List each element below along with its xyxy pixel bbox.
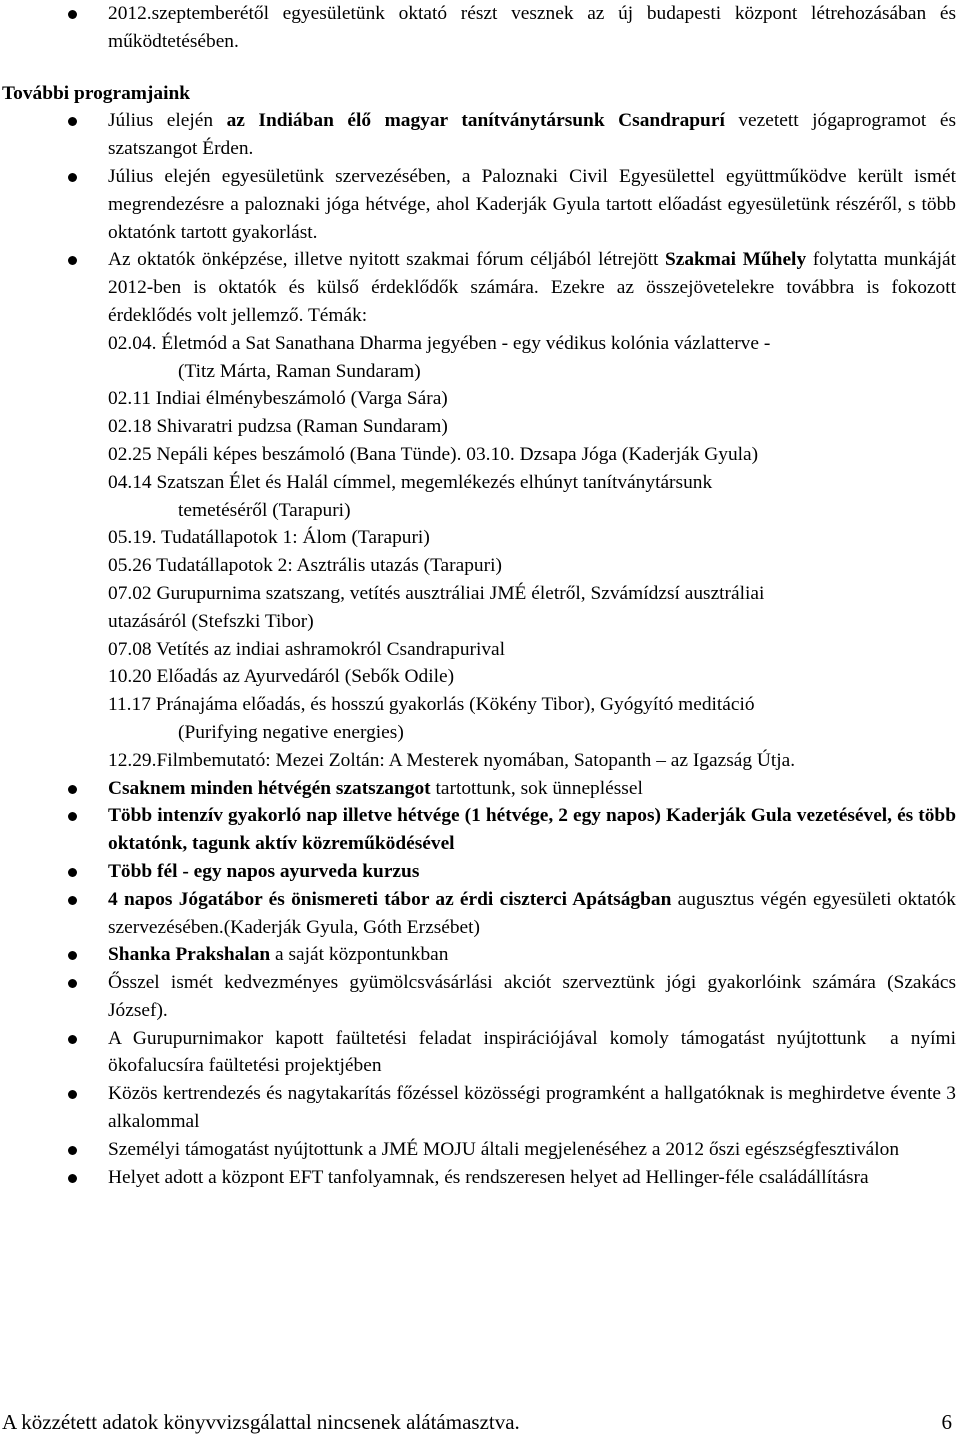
- footer-disclaimer: A közzétett adatok könyvvizsgálattal nincsenek alátámasztva.: [2, 1410, 520, 1434]
- topic-list: [0, 330, 960, 775]
- bullet-text: 4 napos Jógatábor és önismereti tábor az érdi ciszterci Apátságban augusztus végén egyesületi oktatók szervezésében.(Kaderják Gyula, Góth Erzsébet): [108, 888, 956, 938]
- section-heading: További programjaink: [2, 82, 191, 104]
- topic-text: 10.20 Előadás az Ayurvedáról (Sebők Odile): [108, 666, 455, 688]
- bullet-item: [0, 969, 960, 1025]
- topic-text: 07.02 Gurupurnima szatszang, vetítés ausztráliai JMÉ életről, Szvámídzsí ausztráliai: [108, 582, 765, 604]
- bullet-icon: [68, 896, 77, 905]
- bullet-icon: [68, 1174, 77, 1183]
- bullet-text: Több fél - egy napos ayurveda kurzus: [108, 860, 420, 882]
- bullet-icon: [68, 1035, 77, 1044]
- topic-item: [0, 663, 960, 691]
- bullet-text: 2012.szeptemberétől egyesületünk oktató részt vesznek az új budapesti központ létrehozásában és működtetésében.: [108, 3, 956, 52]
- topic-item: [0, 330, 960, 386]
- bullet-icon: [68, 1146, 77, 1155]
- bullet-text: Július elején az Indiában élő magyar tanítványtársunk Csandrapurí vezetett jógaprogramot és szatszangot Érden.: [108, 110, 956, 160]
- bullet-text: Helyet adott a központ EFT tanfolyamnak, és rendszeresen helyet ad Hellinger-féle családállításra: [108, 1166, 869, 1188]
- topic-text: 05.26 Tudatállapotok 2: Asztrális utazás (Tarapuri): [108, 555, 502, 577]
- topic-text: 02.04. Életmód a Sat Sanathana Dharma jegyében - egy védikus kolónia vázlatterve -: [108, 332, 771, 354]
- topic-item: [0, 385, 960, 413]
- bullet-text: A Gurupurnimakor kapott faültetési feladat inspirációjával komoly támogatást nyújtottunk a nyími ökofalucsíra faültetési projektjében: [108, 1027, 956, 1077]
- topic-item: [0, 691, 960, 747]
- bullet-icon: [68, 785, 77, 794]
- bullet-text: Shanka Prakshalan a saját központunkban: [108, 944, 449, 966]
- bullet-item: [0, 246, 960, 329]
- topic-text: 07.08 Vetítés az indiai ashramokról Csandrapurival: [108, 638, 506, 660]
- topic-item: [0, 524, 960, 552]
- bullet-icon: [68, 117, 77, 126]
- bullet-text: Közös kertrendezés és nagytakarítás főzéssel közösségi programként a hallgatóknak is meghirdetve évente 3 alkalommal: [108, 1083, 956, 1133]
- bullet-icon: [68, 10, 77, 19]
- bullet-text: Ősszel ismét kedvezményes gyümölcsvásárlási akciót szerveztünk jógi gyakorlóink számára (Szakács József).: [108, 972, 956, 1021]
- bullet-item: [0, 775, 960, 803]
- bullet-text: Több intenzív gyakorló nap illetve hétvége (1 hétvége, 2 egy napos) Kaderják Gula vezetésével, és több oktatónk, tagunk aktív közreműködésével: [108, 805, 956, 855]
- topic-continuation: (Purifying negative energies): [178, 721, 404, 743]
- bullet-item: [0, 107, 960, 163]
- bullet-icon: [68, 868, 77, 877]
- bullet-text: Személyi támogatást nyújtottunk a JMÉ MOJU általi megjelenéséhez a 2012 őszi egészségfesztiválon: [108, 1138, 900, 1160]
- topic-item: [0, 441, 960, 469]
- bullet-item: [0, 886, 960, 942]
- bullet-item: [0, 0, 960, 56]
- bullet-item: [0, 163, 960, 246]
- topic-text: 12.29.Filmbemutató: Mezei Zoltán: A Mesterek nyomában, Satopanth – az Igazság Útja.: [108, 749, 796, 771]
- bullet-text: Az oktatók önképzése, illetve nyitott szakmai fórum céljából létrejött Szakmai Műhely folytatta munkáját 2012-ben is oktatók és külső érdeklődők számára. Ezekre az összejövetelekre továbbra is fokozott érdeklődés volt jellemző. Témák:: [108, 249, 957, 326]
- bullet-item: [0, 1164, 960, 1192]
- bullet-text: Július elején egyesületünk szervezésében, a Paloznaki Civil Egyesülettel együttműködve került ismét megrendezésre a paloznaki jóga hétvége, ahol Kaderják Gyula tartott előadást egyesületünk részéről, s több oktatónk tartott gyakorlást.: [108, 165, 956, 243]
- bullet-item: [0, 1025, 960, 1081]
- topic-text: 02.25 Nepáli képes beszámoló (Bana Tünde). 03.10. Dzsapa Jóga (Kaderják Gyula): [108, 443, 759, 465]
- bullet-icon: [68, 1090, 77, 1099]
- topic-item: [0, 552, 960, 580]
- bullet-icon: [68, 812, 77, 821]
- topic-continuation: utazásáról (Stefszki Tibor): [108, 610, 314, 632]
- bottom-bullet-list: [0, 775, 960, 1192]
- topic-item: [0, 580, 960, 636]
- topic-continuation: (Titz Márta, Raman Sundaram): [178, 360, 421, 382]
- topic-item: [0, 413, 960, 441]
- topic-text: 02.11 Indiai élménybeszámoló (Varga Sára): [108, 388, 448, 410]
- bullet-text: Csaknem minden hétvégén szatszangot tartottunk, sok ünnepléssel: [108, 777, 643, 799]
- topic-item: [0, 636, 960, 664]
- topic-continuation: temetéséről (Tarapuri): [178, 499, 351, 521]
- bullet-icon: [68, 173, 77, 182]
- bullet-icon: [68, 979, 77, 988]
- bullet-icon: [68, 256, 77, 265]
- bullet-item: [0, 802, 960, 858]
- bullet-item: [0, 1080, 960, 1136]
- topic-text: 11.17 Pránajáma előadás, és hosszú gyakorlás (Kökény Tibor), Gyógyító meditáció: [108, 694, 755, 716]
- topic-text: 02.18 Shivaratri pudzsa (Raman Sundaram): [108, 416, 448, 438]
- top-bullet-list: [0, 0, 960, 56]
- topic-text: 04.14 Szatszan Élet és Halál címmel, megemlékezés elhúnyt tanítványtársunk: [108, 471, 713, 493]
- bullet-item: [0, 941, 960, 969]
- topic-text: 05.19. Tudatállapotok 1: Álom (Tarapuri): [108, 527, 430, 549]
- page-number: 6: [941, 1410, 952, 1434]
- topic-item: [0, 469, 960, 525]
- main-bullet-list: [0, 107, 960, 329]
- topic-item: [0, 747, 960, 775]
- bullet-item: [0, 858, 960, 886]
- bullet-item: [0, 1136, 960, 1164]
- bullet-icon: [68, 951, 77, 960]
